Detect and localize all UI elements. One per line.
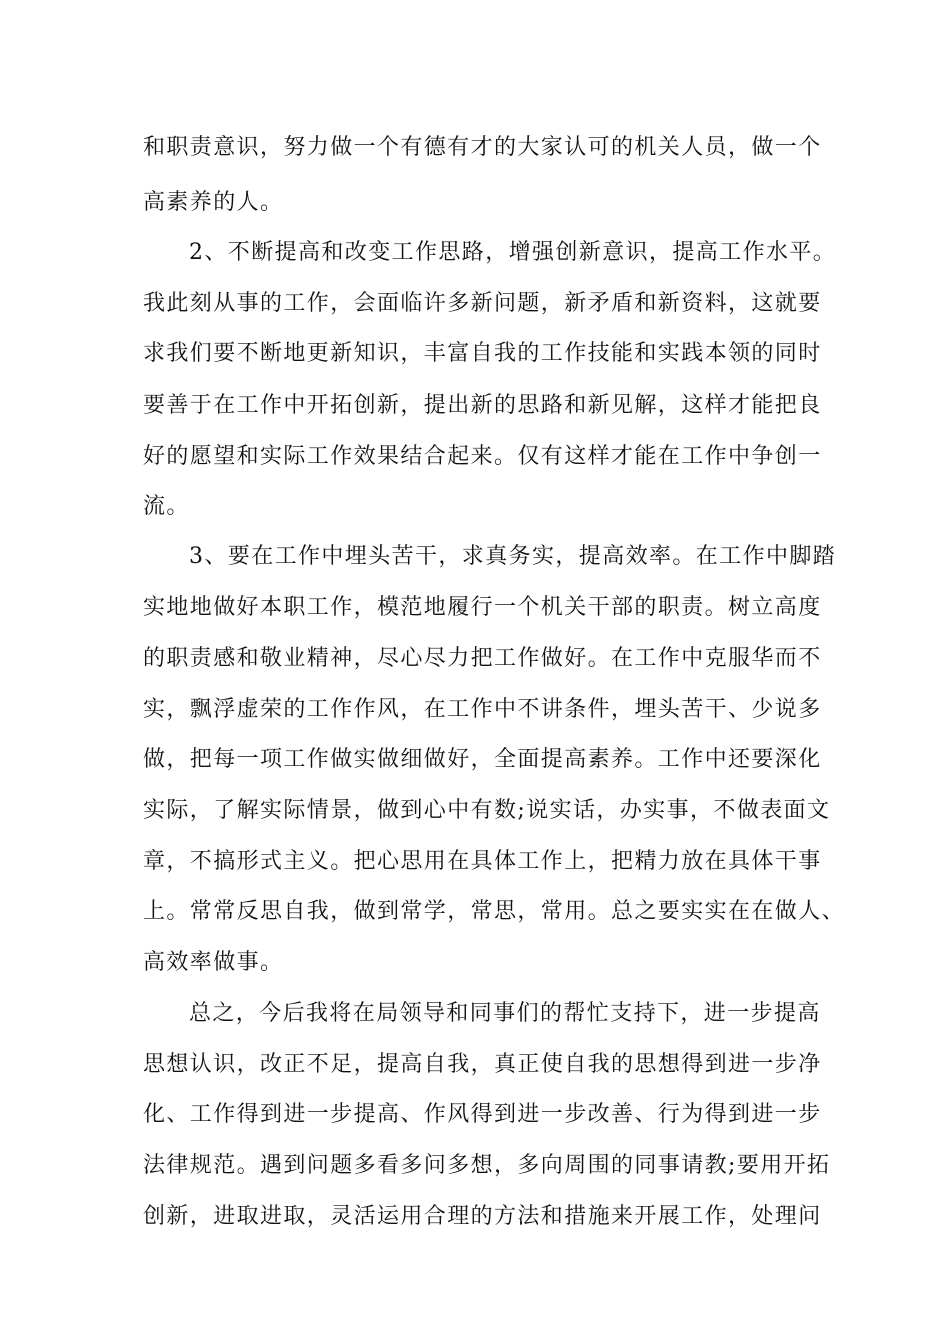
- text-line: 要善于在工作中开拓创新，提出新的思路和新见解，这样才能把良: [143, 393, 822, 418]
- text-line: 流。: [143, 494, 190, 519]
- text-line: 高素养的人。: [143, 190, 284, 215]
- text-line: 法律规范。遇到问题多看多问多想，多向周围的同事请教;要用开拓: [143, 1153, 831, 1178]
- paragraph-start-line: 2、不断提高和改变工作思路，增强创新意识，提高工作水平。: [189, 240, 837, 265]
- text-line: 化、工作得到进一步提高、作风得到进一步改善、行为得到进一步: [143, 1102, 822, 1127]
- text-line: 实际，了解实际情景，做到心中有数;说实话，办实事，不做表面文: [143, 798, 831, 823]
- text-line: 思想认识，改正不足，提高自我，真正使自我的思想得到进一步净: [143, 1052, 822, 1077]
- paragraph-start-line: 3、要在工作中埋头苦干，求真务实，提高效率。在工作中脚踏: [189, 544, 837, 569]
- text-line: 创新，进取进取，灵活运用合理的方法和措施来开展工作，处理问: [143, 1204, 822, 1229]
- text-line: 和职责意识，努力做一个有德有才的大家认可的机关人员，做一个: [143, 135, 822, 160]
- text-line: 的职责感和敬业精神，尽心尽力把工作做好。在工作中克服华而不: [143, 646, 822, 671]
- text-line: 实地地做好本职工作，模范地履行一个机关干部的职责。树立高度: [143, 595, 822, 620]
- text-line: 好的愿望和实际工作效果结合起来。仅有这样才能在工作中争创一: [143, 444, 822, 469]
- text-line: 实，飘浮虚荣的工作作风，在工作中不讲条件，埋头苦干、少说多: [143, 697, 822, 722]
- text-line: 章，不搞形式主义。把心思用在具体工作上，把精力放在具体干事: [143, 849, 822, 874]
- paragraph-start-line: 总之，今后我将在局领导和同事们的帮忙支持下，进一步提高: [189, 1001, 821, 1026]
- text-line: 做，把每一项工作做实做细做好，全面提高素养。工作中还要深化: [143, 747, 822, 772]
- text-line: 求我们要不断地更新知识，丰富自我的工作技能和实践本领的同时: [143, 341, 822, 366]
- text-line: 高效率做事。: [143, 950, 284, 975]
- text-line: 我此刻从事的工作，会面临许多新问题，新矛盾和新资料，这就要: [143, 291, 822, 316]
- text-line: 上。常常反思自我，做到常学，常思，常用。总之要实实在在做人、: [143, 899, 846, 924]
